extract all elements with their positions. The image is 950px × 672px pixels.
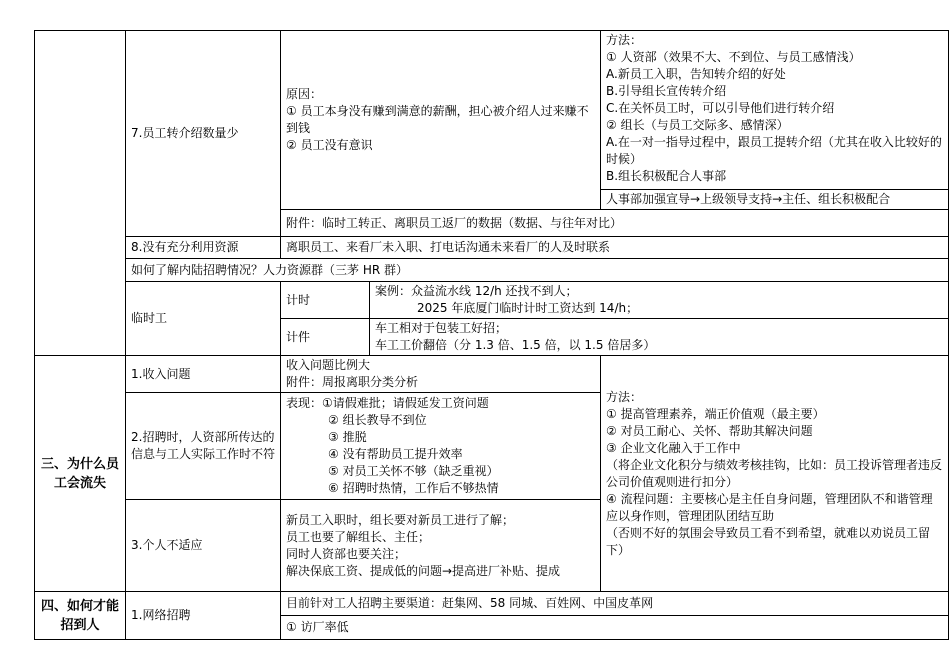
s3-line: 新员工入职时，组长要对新员工进行了解； xyxy=(286,512,515,527)
s3-item-content xyxy=(281,356,601,393)
hourly-line: 2025 年底厦门临时计时工资达到 14/h； xyxy=(417,301,639,315)
s3-line: 附件：周报离职分类分析 xyxy=(286,375,419,389)
s3-item-label: 1.收入问题 xyxy=(126,356,281,393)
method-line: 方法： xyxy=(606,33,643,47)
s3-line: ③ 推脱 xyxy=(328,430,367,444)
s3-line: 员工也要了解组长、主任； xyxy=(286,529,431,544)
hourly-line: 案例：众益流水线 12/h 还找不到人； xyxy=(375,284,578,298)
method-line: ② 组长（与员工交际多、感情深） xyxy=(606,118,789,132)
cause-line: ① 员工本身没有赚到满意的薪酬，担心被介绍人过来赚不到钱 xyxy=(286,104,589,135)
s3-method-line: ① 提高管理素养，端正价值观（最主要） xyxy=(606,406,825,421)
temp-piece-content xyxy=(370,319,949,356)
section3-methods xyxy=(601,356,949,592)
row7-method-summary xyxy=(601,189,948,209)
row7-methods xyxy=(601,31,948,189)
method-line: B.引导组长宣传转介绍 xyxy=(606,84,727,98)
piece-line: 车工工价翻倍（分 1.3 倍、1.5 倍，以 1.5 倍居多） xyxy=(375,338,656,352)
cause-line: 原因： xyxy=(286,87,323,101)
s3-method-line: ③ 企业文化融入于工作中 xyxy=(606,440,741,455)
s4-item-label: 1.网络招聘 xyxy=(126,592,281,640)
s3-method-line: （否则不好的氛围会导致员工看不到希望，就难以劝说员工留下） xyxy=(606,525,931,557)
s3-item-content xyxy=(281,500,601,592)
row7-attachment: 附件：临时工转正、离职员工返厂的数据（数据、与往年对比） xyxy=(281,210,949,237)
row8-content: 离职员工、来看厂未入职、打电话沟通未来看厂的人及时联系 xyxy=(281,237,949,259)
section4-title: 四、如何才能招到人 xyxy=(35,592,126,640)
s3-line: 解决保底工资、提成低的问题→提高进厂补贴、提成 xyxy=(286,563,561,578)
temp-hourly-content xyxy=(370,282,949,319)
method-line: A.在一对一指导过程中，跟员工提转介绍（尤其在收入比较好的时候） xyxy=(606,135,942,166)
method-line: B.组长积极配合人事部 xyxy=(606,169,727,183)
s3-method-line: ② 对员工耐心、关怀、帮助其解决问题 xyxy=(606,423,813,438)
s3-method-line: 方法： xyxy=(606,389,643,404)
row7-method-cell xyxy=(601,31,949,210)
cause-line: ② 员工没有意识 xyxy=(286,138,373,152)
summary-text: 人事部加强宣导→上级领导支持→主任、组长积极配合 xyxy=(606,192,891,206)
s3-line: 同时人资部也要关注； xyxy=(286,546,407,561)
s4-item-content: 目前针对工人招聘主要渠道：赶集网、58 同城、百姓网、中国皮革网 xyxy=(281,592,949,616)
section-cell-blank xyxy=(35,31,126,356)
piece-line: 车工相对于包装工好招； xyxy=(375,321,508,335)
s3-line: 表现：①请假难批；请假延发工资问题 xyxy=(286,396,489,410)
s3-line: ② 组长教导不到位 xyxy=(328,413,427,427)
s3-item-label: 3.个人不适应 xyxy=(126,500,281,592)
row7-causes xyxy=(281,31,601,210)
row8-label: 8.没有充分利用资源 xyxy=(126,237,281,259)
s3-line: ⑥ 招聘时热情，工作后不够热情 xyxy=(328,481,499,495)
section3-title: 三、为什么员工会流失 xyxy=(35,356,126,592)
s3-method-line: ④ 流程问题：主要核心是主任自身问题，管理团队不和谐管理应以身作则，管理团队团结互助 xyxy=(606,491,933,523)
inland-note: 如何了解内陆招聘情况？人力资源群（三茅 HR 群） xyxy=(126,259,949,282)
method-line: A.新员工入职，告知转介绍的好处 xyxy=(606,67,786,81)
s3-line: ⑤ 对员工关怀不够（缺乏重视） xyxy=(328,464,499,478)
s3-line: 收入问题比例大 xyxy=(286,358,371,372)
temp-label: 临时工 xyxy=(126,282,281,356)
temp-hourly-label: 计时 xyxy=(281,282,370,319)
method-line: C.在关怀员工时，可以引导他们进行转介绍 xyxy=(606,101,835,115)
s3-item-label: 2.招聘时，人资部所传达的信息与工人实际工作时不符 xyxy=(126,393,281,500)
s4-item-content: ① 访厂率低 xyxy=(281,616,949,640)
method-line: ① 人资部（效果不大、不到位、与员工感情浅） xyxy=(606,50,861,64)
s3-item-content xyxy=(281,393,601,500)
row7-label: 7.员工转介绍数量少 xyxy=(126,31,281,237)
s3-line: ④ 没有帮助员工提升效率 xyxy=(328,447,463,461)
temp-piece-label: 计件 xyxy=(281,319,370,356)
s3-method-line: （将企业文化积分与绩效考核挂钩，比如：员工投诉管理者违反公司价值观则进行扣分） xyxy=(606,457,943,489)
recruitment-notes-table xyxy=(34,30,949,640)
